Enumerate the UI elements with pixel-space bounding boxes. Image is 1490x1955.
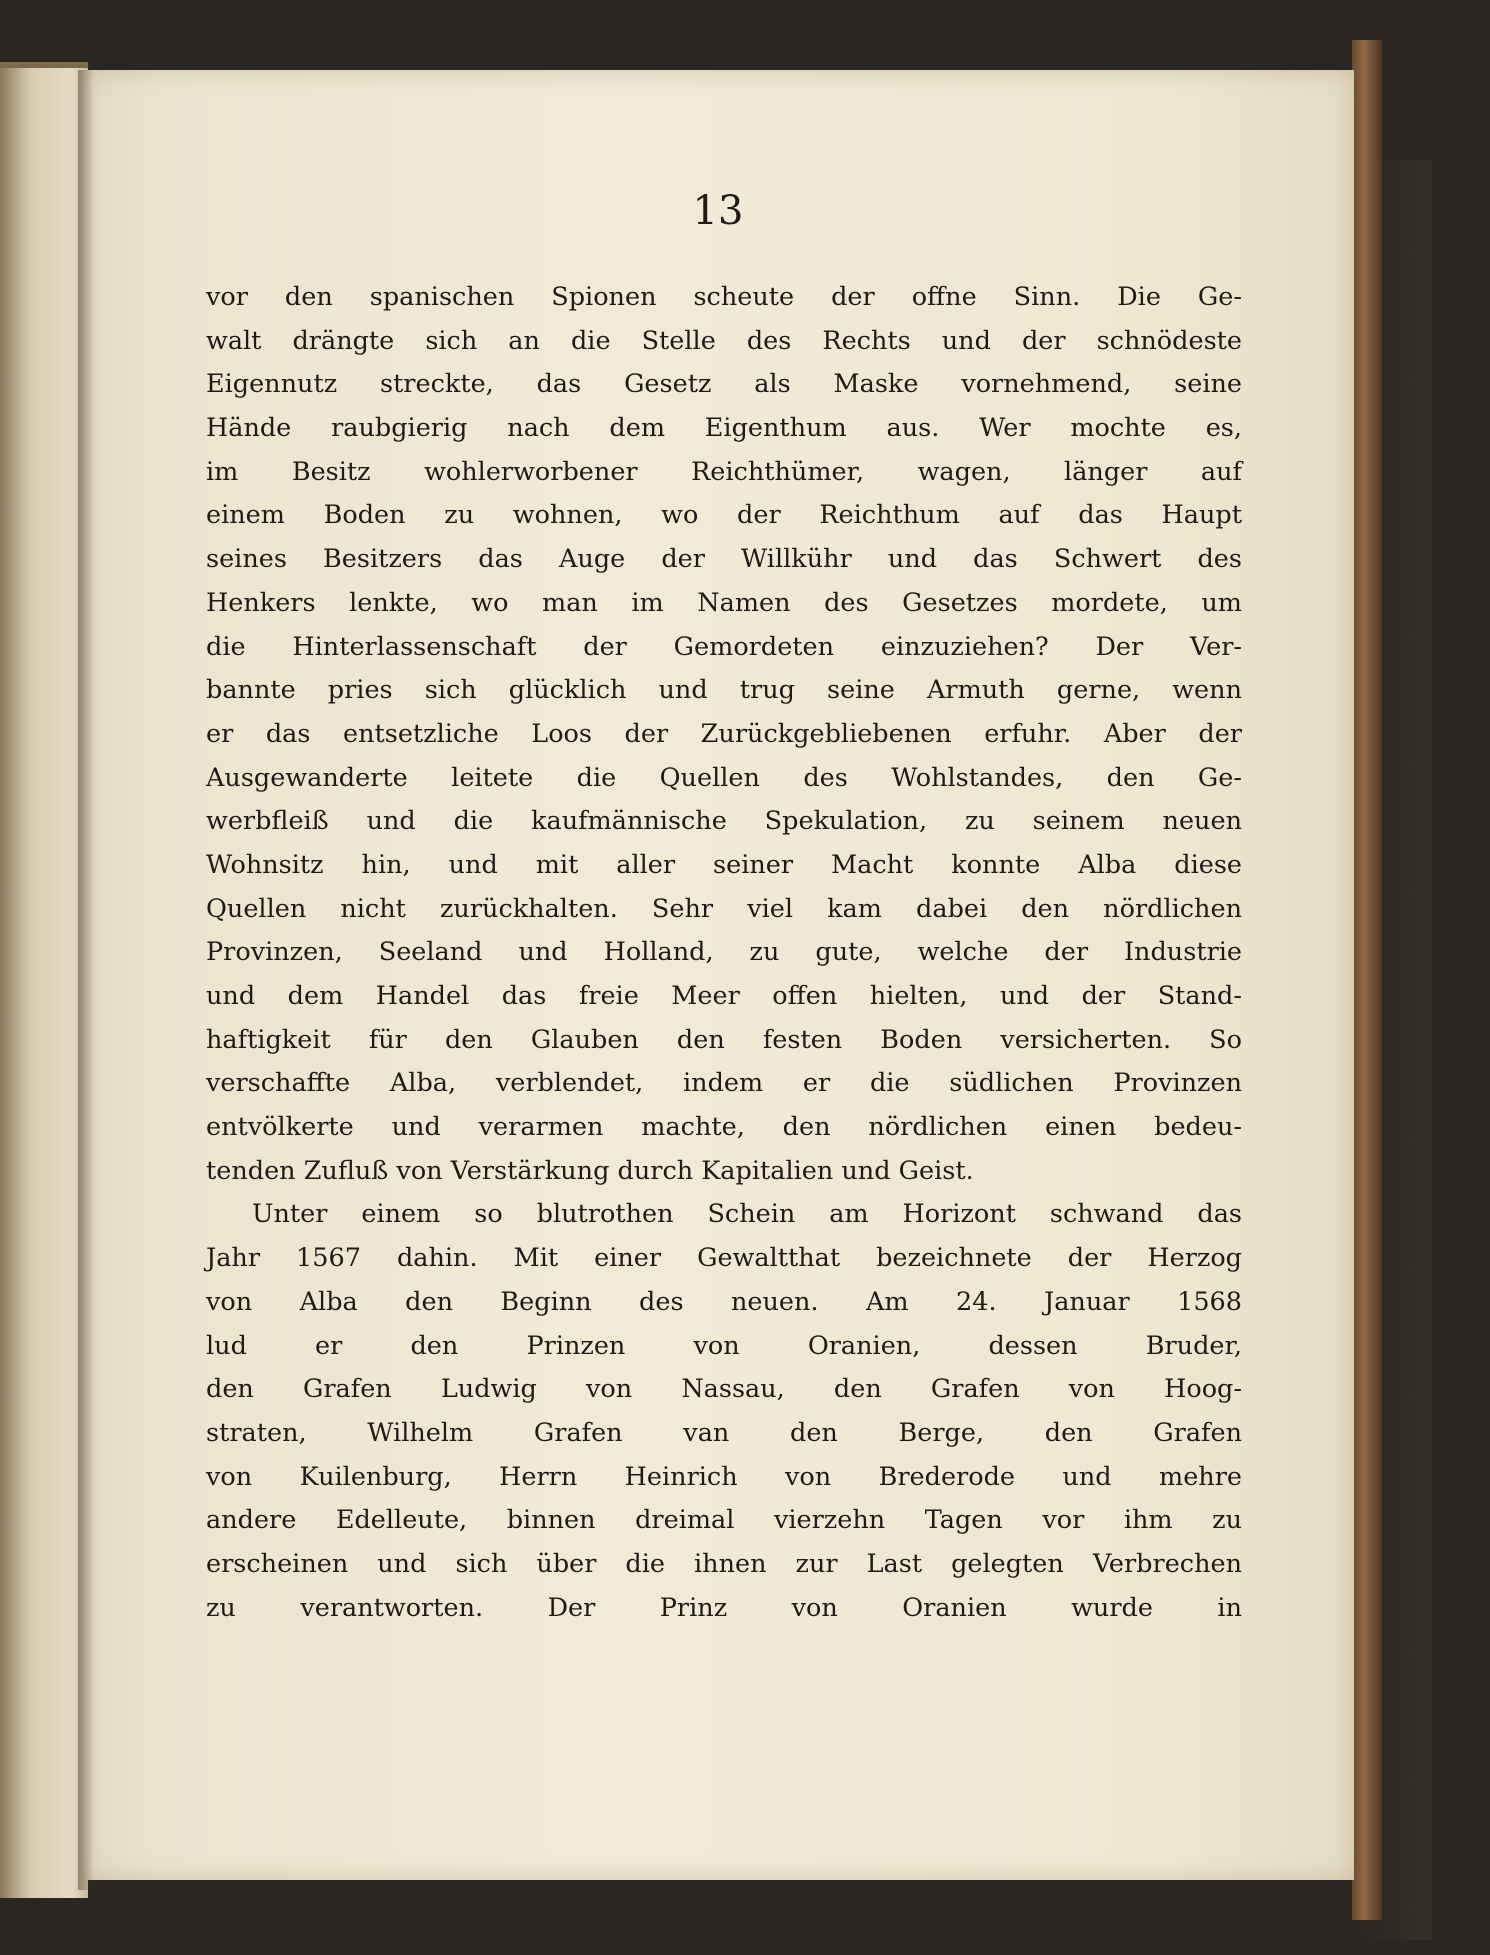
text-line: und dem Handel das freie Meer offen hielten, und der Stand-	[206, 981, 1242, 1011]
text-line: Hände raubgierig nach dem Eigenthum aus. Wer mochte es,	[206, 413, 1242, 444]
text-line: andere Edelleute, binnen dreimal vierzehn Tagen vor ihm zu	[206, 1505, 1242, 1536]
text-line: zu verantworten. Der Prinz von Oranien wurde in	[206, 1592, 1242, 1623]
facing-page-edge	[0, 62, 88, 1898]
text-line: seines Besitzers das Auge der Willkühr und das Schwert des	[206, 544, 1242, 575]
text-line: straten, Wilhelm Grafen van den Berge, den Grafen	[206, 1417, 1242, 1448]
text-line: erscheinen und sich über die ihnen zur Last gelegten Verbrechen	[206, 1548, 1242, 1579]
text-line: Ausgewanderte leitete die Quellen des Wohlstandes, den Ge-	[206, 762, 1242, 793]
text-line: einem Boden zu wohnen, wo der Reichthum auf das Haupt	[206, 500, 1242, 531]
text-line: Jahr 1567 dahin. Mit einer Gewaltthat bezeichnete der Herzog	[206, 1243, 1242, 1274]
text-line: Unter einem so blutrothen Schein am Horizont schwand das	[252, 1199, 1242, 1230]
text-line: werbfleiß und die kaufmännische Spekulation, zu seinem neuen	[206, 806, 1242, 837]
text-line: bannte pries sich glücklich und trug seine Armuth gerne, wenn	[206, 675, 1242, 706]
text-line: verschaffte Alba, verblendet, indem er die südlichen Provinzen	[206, 1068, 1242, 1099]
text-line: tenden Zufluß von Verstärkung durch Kapitalien und Geist.	[206, 1155, 974, 1186]
text-line: haftigkeit für den Glauben den festen Boden versicherten. So	[206, 1024, 1242, 1055]
text-line: Provinzen, Seeland und Holland, zu gute, welche der Industrie	[206, 937, 1242, 968]
text-line: Wohnsitz hin, und mit aller seiner Macht konnte Alba diese	[206, 849, 1242, 880]
page-edge-stain	[1362, 160, 1432, 1940]
text-line: die Hinterlassenschaft der Gemordeten einzuziehen? Der Ver-	[206, 631, 1242, 662]
text-line: er das entsetzliche Loos der Zurückgebliebenen erfuhr. Aber der	[206, 718, 1242, 749]
text-line: walt drängte sich an die Stelle des Rechts und der schnödeste	[206, 325, 1242, 356]
page-body-text	[206, 276, 1242, 1630]
text-line: den Grafen Ludwig von Nassau, den Grafen von Hoog-	[206, 1374, 1242, 1405]
book-page	[82, 70, 1354, 1880]
text-line: lud er den Prinzen von Oranien, dessen Bruder,	[206, 1330, 1242, 1361]
text-line: Henkers lenkte, wo man im Namen des Gesetzes mordete, um	[206, 587, 1242, 618]
gutter-shadow	[78, 70, 94, 1890]
text-line: im Besitz wohlerworbener Reichthümer, wagen, länger auf	[206, 456, 1242, 487]
text-line: Eigennutz streckte, das Gesetz als Maske vornehmend, seine	[206, 369, 1242, 400]
text-line: von Kuilenburg, Herrn Heinrich von Brederode und mehre	[206, 1461, 1242, 1492]
text-line: vor den spanischen Spionen scheute der offne Sinn. Die Ge-	[206, 282, 1242, 312]
text-line: Quellen nicht zurückhalten. Sehr viel kam dabei den nördlichen	[206, 893, 1242, 924]
text-line: von Alba den Beginn des neuen. Am 24. Januar 1568	[206, 1286, 1242, 1317]
page-number: 13	[692, 188, 744, 234]
text-line: entvölkerte und verarmen machte, den nördlichen einen bedeu-	[206, 1112, 1242, 1143]
